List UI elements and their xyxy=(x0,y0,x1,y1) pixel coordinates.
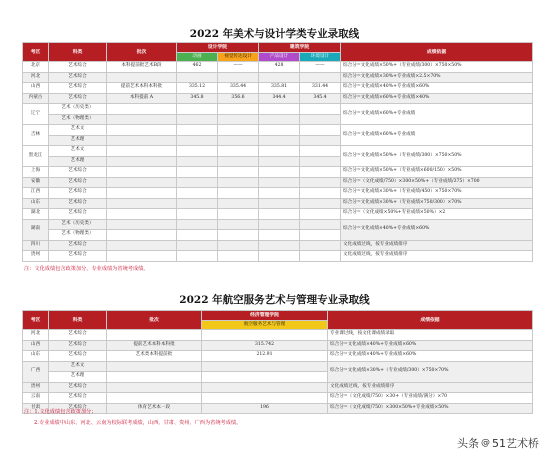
cell-score xyxy=(177,104,218,115)
cell-batch: 本科提前批艺术B段 xyxy=(107,62,177,73)
cell-province: 北京 xyxy=(23,62,49,73)
table-row xyxy=(23,330,533,341)
cell-score xyxy=(202,372,328,383)
cell-batch xyxy=(107,372,202,383)
cell-batch xyxy=(107,177,177,188)
cell-subject: 艺术综合 xyxy=(49,351,107,362)
cell-province: 安徽 xyxy=(23,177,49,188)
cell-subject: 艺术文 xyxy=(49,125,107,136)
cell-score: 345.8 xyxy=(177,93,218,104)
cell-batch xyxy=(107,251,177,262)
cell-subject: 艺术综合 xyxy=(49,330,107,341)
major-animation: 动画 xyxy=(177,53,218,62)
cell-province: 贵州 xyxy=(23,382,49,393)
cell-score xyxy=(202,393,328,404)
cell-subject: 艺术综合 xyxy=(49,251,107,262)
cell-score xyxy=(300,114,341,125)
cell-batch xyxy=(107,188,177,199)
cell-score xyxy=(202,361,328,372)
cell-basis: 综合分=文化成绩×50%+（专业成绩/300）×750×50% xyxy=(341,62,533,73)
cell-batch xyxy=(107,72,177,83)
cell-score: 462 xyxy=(177,62,218,73)
cell-score xyxy=(259,188,300,199)
cell-score xyxy=(259,135,300,146)
cell-score xyxy=(259,104,300,115)
table-row xyxy=(23,93,533,104)
cell-batch xyxy=(107,125,177,136)
cell-score xyxy=(259,219,300,230)
table-row xyxy=(23,393,533,404)
table-row xyxy=(23,125,533,136)
table-row xyxy=(23,188,533,199)
cell-batch: 体育艺术本一段 xyxy=(107,403,202,414)
table2-note-1: 注：1.文化成绩包含政策加分； xyxy=(24,409,97,415)
header-basis: 成绩依据 xyxy=(328,311,533,330)
cell-score: 345.4 xyxy=(300,93,341,104)
cell-score xyxy=(218,219,259,230)
cell-batch xyxy=(107,198,177,209)
table-row xyxy=(23,403,533,414)
cell-score xyxy=(177,219,218,230)
cell-score xyxy=(177,251,218,262)
cell-province: 广西 xyxy=(23,361,49,382)
watermark-prefix: 头条 xyxy=(457,437,479,450)
cell-score xyxy=(218,125,259,136)
cell-basis: 综合分=文化成绩×30%+专业成绩×2.5×70% xyxy=(341,72,533,83)
cell-basis: 综合分=（文化成绩/750）×300×50%+（专业成绩/375）×700 xyxy=(341,177,533,188)
cell-province: 吉林 xyxy=(23,125,49,146)
header-batch: 批次 xyxy=(107,43,177,62)
cell-score xyxy=(259,209,300,220)
cell-score: —— xyxy=(300,62,341,73)
cell-subject: 艺术（历史类） xyxy=(49,104,107,115)
cell-province: 湖北 xyxy=(23,209,49,220)
header-subject: 科类 xyxy=(49,43,107,62)
table-row xyxy=(23,382,533,393)
cell-score xyxy=(177,188,218,199)
cell-score xyxy=(259,156,300,167)
cell-score xyxy=(259,230,300,241)
cell-score: 428 xyxy=(259,62,300,73)
cell-batch xyxy=(107,167,177,178)
cell-batch xyxy=(107,393,202,404)
table-row xyxy=(23,240,533,251)
header-econ-school: 经济管理学院 xyxy=(202,311,328,321)
cell-score xyxy=(259,146,300,157)
cell-score xyxy=(218,135,259,146)
table1-title: 2022 年美术与设计学类专业录取线 xyxy=(189,28,360,40)
cell-score xyxy=(218,209,259,220)
cell-basis: 综合分=文化成绩×60%+专业成绩×40% xyxy=(341,93,533,104)
table2-note-2: 2.专业成绩中山东、河北、云南为校际联考成绩，山西、甘肃、贵州、广西为省统考成绩。 xyxy=(34,420,242,426)
cell-score xyxy=(177,167,218,178)
header-basis: 成绩依据 xyxy=(341,43,533,62)
cell-province: 山东 xyxy=(23,351,49,362)
cell-score xyxy=(177,240,218,251)
cell-score xyxy=(177,72,218,83)
cell-basis: 综合分=文化成绩×30%+（专业成绩/300）×750×70% xyxy=(328,361,533,382)
cell-province: 甘肃 xyxy=(23,403,49,414)
cell-score xyxy=(177,209,218,220)
cell-batch xyxy=(107,104,177,115)
cell-batch: 提前艺术本科本科批 xyxy=(107,340,202,351)
table-row xyxy=(23,62,533,73)
cell-subject: 艺术综合 xyxy=(49,393,107,404)
major-product-design: 产品设计 xyxy=(259,53,300,62)
admission-table-aviation-service xyxy=(22,310,533,414)
cell-score xyxy=(300,251,341,262)
cell-score xyxy=(300,156,341,167)
cell-basis: 综合分=（文化成绩/750）×30+（专业成绩/满分）×70 xyxy=(328,393,533,404)
cell-subject: 艺术综合 xyxy=(49,382,107,393)
cell-score xyxy=(177,156,218,167)
table-row xyxy=(23,146,533,157)
cell-province: 湖南 xyxy=(23,219,49,240)
cell-basis: 综合分=文化成绩×40%+专业成绩×60% xyxy=(341,219,533,240)
cell-batch xyxy=(107,230,177,241)
cell-score xyxy=(218,188,259,199)
cell-subject: 艺术理 xyxy=(49,156,107,167)
cell-score xyxy=(300,209,341,220)
cell-score xyxy=(300,135,341,146)
cell-basis: 综合分=（文化成绩×50%+专业成绩×50%）×2 xyxy=(341,209,533,220)
cell-batch xyxy=(107,114,177,125)
cell-score xyxy=(218,177,259,188)
major-visual-design: 视觉传达设计 xyxy=(218,53,259,62)
cell-score xyxy=(202,382,328,393)
cell-score xyxy=(218,72,259,83)
cell-subject: 艺术综合 xyxy=(49,177,107,188)
cell-batch: 提前艺术本科本科批 xyxy=(107,83,177,94)
cell-score xyxy=(177,114,218,125)
table-row xyxy=(23,72,533,83)
cell-subject: 艺术综合 xyxy=(49,72,107,83)
watermark xyxy=(457,435,539,451)
cell-score xyxy=(177,125,218,136)
cell-basis: 综合分=文化成绩×30%+（专业成绩/450）×750×70% xyxy=(341,188,533,199)
cell-subject: 艺术综合 xyxy=(49,62,107,73)
cell-score: 196 xyxy=(202,403,328,414)
cell-subject: 艺术综合 xyxy=(49,167,107,178)
watermark-name: 51艺术桥 xyxy=(492,437,539,450)
cell-subject: 艺术理 xyxy=(49,135,107,146)
table-row xyxy=(23,167,533,178)
cell-score xyxy=(177,177,218,188)
cell-basis: 专业课过线，按文化课成绩录取 xyxy=(328,330,533,341)
cell-province: 河北 xyxy=(23,330,49,341)
cell-subject: 艺术综合 xyxy=(49,209,107,220)
cell-score xyxy=(300,167,341,178)
cell-province: 江西 xyxy=(23,188,49,199)
cell-basis: 文化成绩过线，按专业成绩排序 xyxy=(328,382,533,393)
cell-score: 335.81 xyxy=(259,83,300,94)
cell-batch xyxy=(107,135,177,146)
cell-score xyxy=(177,198,218,209)
cell-basis: 综合分=文化成绩×60%+专业成绩 xyxy=(341,125,533,146)
cell-score xyxy=(259,167,300,178)
cell-score xyxy=(300,188,341,199)
cell-batch xyxy=(107,382,202,393)
cell-score xyxy=(259,198,300,209)
cell-score xyxy=(300,230,341,241)
cell-batch xyxy=(107,156,177,167)
cell-subject: 艺术综合 xyxy=(49,240,107,251)
table-row xyxy=(23,251,533,262)
cell-province: 贵州 xyxy=(23,251,49,262)
cell-subject: 艺术文 xyxy=(49,361,107,372)
header-province: 考区 xyxy=(23,311,49,330)
cell-score xyxy=(177,146,218,157)
header-design-school: 设计学院 xyxy=(177,43,259,53)
admission-table-art-design xyxy=(22,42,533,262)
cell-batch xyxy=(107,219,177,230)
cell-basis: 文化成绩过线，按专业成绩排序 xyxy=(341,240,533,251)
cell-subject: 艺术综合 xyxy=(49,403,107,414)
cell-score xyxy=(300,125,341,136)
major-environment-design: 环境设计 xyxy=(300,53,341,62)
cell-batch xyxy=(107,361,202,372)
cell-basis: 综合分=文化成绩×40%+专业成绩×60% xyxy=(328,351,533,362)
cell-score: 335.44 xyxy=(218,83,259,94)
cell-basis: 综合分=文化成绩×30%+（专业成绩×750/300）×70% xyxy=(341,198,533,209)
cell-score xyxy=(218,230,259,241)
table-row xyxy=(23,351,533,362)
cell-score xyxy=(300,72,341,83)
cell-basis: 综合分=文化成绩×50%+（专业成绩/300）×750×50% xyxy=(341,146,533,167)
cell-score xyxy=(218,251,259,262)
cell-score: 212.91 xyxy=(202,351,328,362)
cell-batch: 艺术类本科提前批 xyxy=(107,351,202,362)
cell-batch xyxy=(107,146,177,157)
cell-score xyxy=(300,146,341,157)
cell-subject: 艺术综合 xyxy=(49,198,107,209)
cell-score xyxy=(218,146,259,157)
cell-province: 河北 xyxy=(23,72,49,83)
cell-basis: 综合分=文化成绩×60%+专业成绩 xyxy=(341,104,533,125)
cell-batch: 本科提前 A xyxy=(107,93,177,104)
cell-score xyxy=(259,240,300,251)
cell-score xyxy=(218,198,259,209)
table1-note: 注：文化成绩包含政策加分，专业成绩为省统考成绩。 xyxy=(24,266,149,272)
cell-subject: 艺术综合 xyxy=(49,83,107,94)
table-row xyxy=(23,340,533,351)
cell-score: 344.4 xyxy=(259,93,300,104)
cell-subject: 艺术（物理类） xyxy=(49,114,107,125)
cell-batch xyxy=(107,240,177,251)
cell-province: 山西 xyxy=(23,83,49,94)
header-subject: 科类 xyxy=(49,311,107,330)
cell-score xyxy=(259,72,300,83)
cell-province: 辽宁 xyxy=(23,104,49,125)
cell-score xyxy=(259,114,300,125)
cell-score: 335.12 xyxy=(177,83,218,94)
cell-score xyxy=(259,125,300,136)
cell-score xyxy=(177,230,218,241)
cell-score xyxy=(218,114,259,125)
cell-score xyxy=(218,167,259,178)
header-province: 考区 xyxy=(23,43,49,62)
header-arch-school: 建筑学院 xyxy=(259,43,341,53)
table-row xyxy=(23,198,533,209)
table-row xyxy=(23,104,533,115)
cell-score xyxy=(300,198,341,209)
cell-basis: 综合分=文化成绩×40%+专业成绩×60% xyxy=(341,83,533,94)
cell-batch xyxy=(107,209,177,220)
cell-score xyxy=(218,240,259,251)
table-row xyxy=(23,209,533,220)
cell-score xyxy=(300,177,341,188)
cell-basis: 文化成绩过线，按专业成绩排序 xyxy=(341,251,533,262)
cell-subject: 艺术文 xyxy=(49,146,107,157)
cell-subject: 艺术综合 xyxy=(49,93,107,104)
cell-score xyxy=(218,156,259,167)
cell-province: 上海 xyxy=(23,167,49,178)
cell-score: —— xyxy=(218,62,259,73)
cell-subject: 艺术综合 xyxy=(49,188,107,199)
header-batch: 批次 xyxy=(107,311,202,330)
cell-batch xyxy=(107,330,202,341)
cell-province: 山西 xyxy=(23,340,49,351)
cell-score xyxy=(300,219,341,230)
major-aviation-service: 航空服务艺术与管理 xyxy=(202,321,328,330)
cell-subject: 艺术（历史类） xyxy=(49,219,107,230)
cell-score xyxy=(259,177,300,188)
cell-score: 356.6 xyxy=(218,93,259,104)
cell-score xyxy=(177,135,218,146)
cell-score: 315.742 xyxy=(202,340,328,351)
watermark-at: @ xyxy=(481,438,490,448)
cell-score xyxy=(300,240,341,251)
cell-score xyxy=(202,330,328,341)
cell-subject: 艺术（物理类） xyxy=(49,230,107,241)
cell-score xyxy=(218,104,259,115)
table-row xyxy=(23,219,533,230)
table-row xyxy=(23,177,533,188)
cell-province: 黑龙江 xyxy=(23,146,49,167)
cell-score: 331.44 xyxy=(300,83,341,94)
cell-score xyxy=(259,251,300,262)
cell-score xyxy=(300,104,341,115)
cell-province: 云南 xyxy=(23,393,49,404)
cell-subject: 艺术综合 xyxy=(49,340,107,351)
cell-province: 四川 xyxy=(23,240,49,251)
cell-subject: 艺术理 xyxy=(49,372,107,383)
cell-province: 山东 xyxy=(23,198,49,209)
table-row xyxy=(23,361,533,372)
table2-title: 2022 年航空服务艺术与管理专业录取线 xyxy=(179,294,370,306)
cell-basis: 综合分=文化成绩×50%+（专业成绩×600/150）×50% xyxy=(341,167,533,178)
table-row xyxy=(23,83,533,94)
cell-basis: 综合分=文化成绩×40%+专业成绩×60% xyxy=(328,340,533,351)
cell-basis: 综合分=（文化成绩/750）×300×50%+专业成绩×50% xyxy=(328,403,533,414)
cell-province: 内蒙古 xyxy=(23,93,49,104)
